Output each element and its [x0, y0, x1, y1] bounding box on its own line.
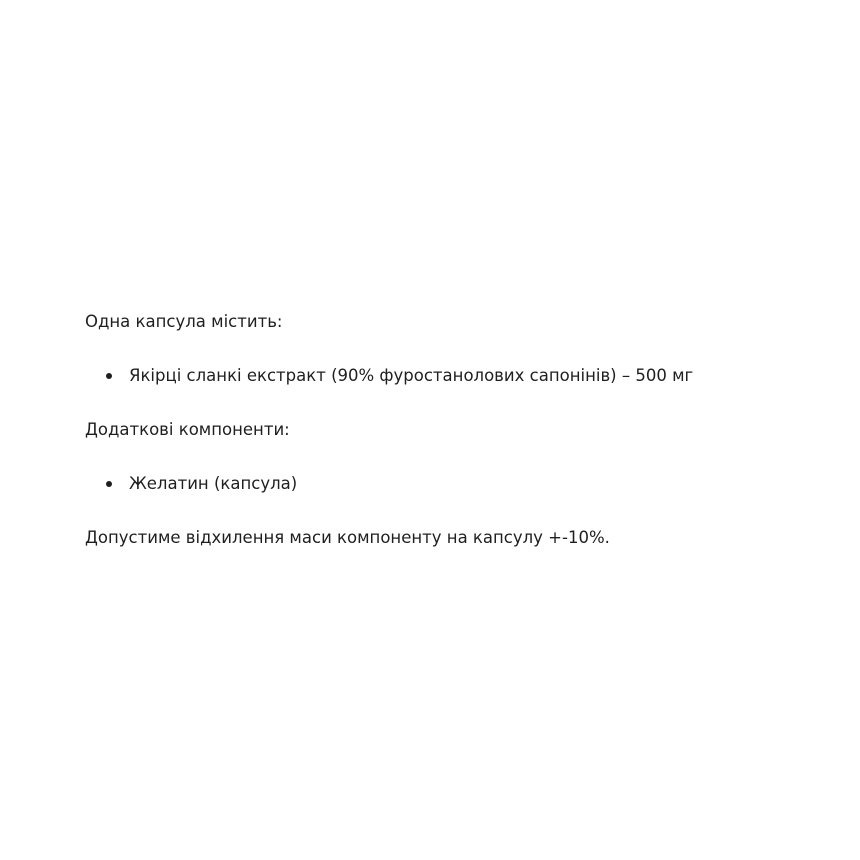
active-ingredients-list — [85, 364, 785, 388]
bullet-icon — [106, 481, 112, 487]
additional-components-heading: Додаткові компоненти: — [85, 420, 290, 439]
ingredient-text: Желатин (капсула) — [129, 474, 298, 493]
additional-ingredients-list — [85, 472, 785, 496]
list-item — [85, 472, 785, 496]
capsule-contents-heading: Одна капсула містить: — [85, 312, 283, 331]
composition-section — [85, 310, 785, 550]
bullet-icon — [106, 373, 112, 379]
ingredient-text: Якірці сланкі екстракт (90% фуростанолових сапонінів) – 500 мг — [129, 366, 694, 385]
tolerance-note: Допустиме відхилення маси компоненту на капсулу +-10%. — [85, 528, 610, 547]
list-item — [85, 364, 785, 388]
